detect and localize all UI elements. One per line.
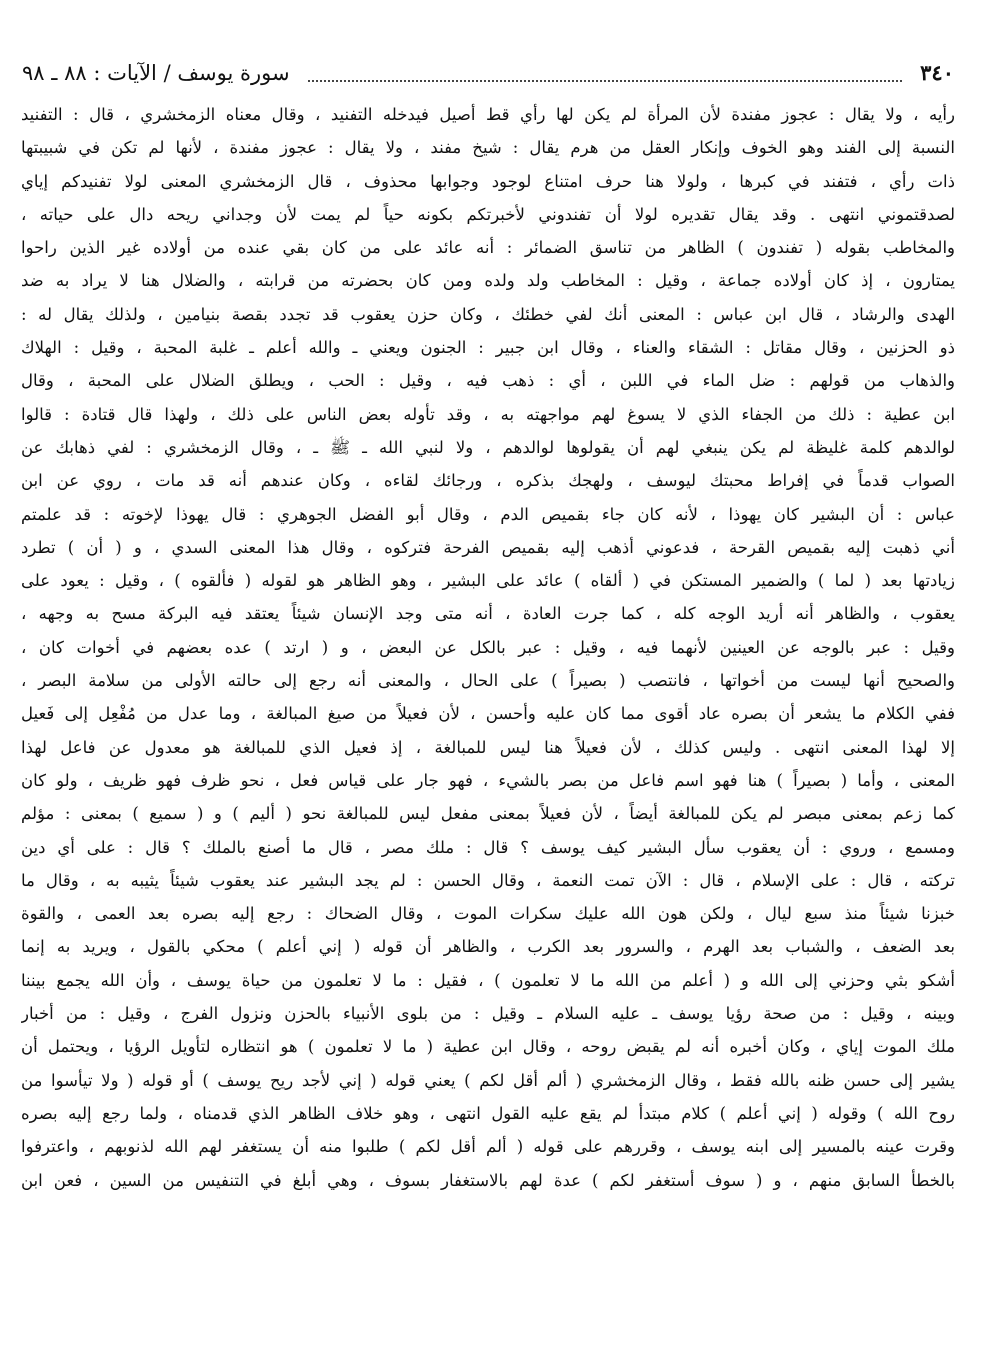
text-line: المعنى ، وأما ( بصيراً ) هنا فهو اسم فاعل من بصر بالشيء ، فهو جار على قياس فعل ، نحو ظرف فهو ظريف ، ولو كان: [21, 770, 955, 790]
text-line: زيادتها بعد ( لما ) والضمير المستكن في ( ألقاه ) عائد على البشير ، وهو الظاهر هو لقوله ( فألقوه ) ، وقيل : يعود على: [21, 571, 955, 591]
text-line: ابن عطية : ذلك من الجفاء الذي لا يسوغ لهم مواجهته به ، وقد تأوله بعض الناس على ذلك ، ولهذا قال قتادة : قالوا: [21, 404, 955, 424]
text-line: تركته ، قال : على الإسلام ، قال : الآن تمت النعمة ، وقال الحسن : لم يجد البشير عند يعقوب شيئاً يثيبه به ، وقال ما: [21, 870, 955, 890]
text-line: وقيل : عبر بالوجه عن العينين لأنهما فيه ، وقيل : عبر بالكل عن البعض ، و ( ارتد ) عده بعضهم في أخوات كان ،: [21, 637, 955, 657]
text-line: الهدى والرشاد ، قال ابن عباس : المعنى أنك لفي خطئك ، وكان حزن يعقوب قد تجدد بقصة بنيامين ، ولذلك يقال له :: [21, 304, 955, 324]
text-line: رأيه ، ولا يقال : عجوز مفندة لأن المرأة لم يكن لها رأي قط أصيل فيدخله التفنيد ، وقال معناه الزمخشري ، قال : التفنيد: [21, 105, 955, 124]
text-line: أشكو بثي وحزني إلى الله و ( أعلم من الله ما لا تعلمون ) ، فقيل : ما لا تعلمون من حياة يوسف ، وأن الله يجمع بيننا: [21, 970, 955, 990]
body-text: [21, 98, 955, 1197]
page-header: [22, 56, 962, 90]
text-line: وقرت عينه بالمسير إلى ابنه يوسف ، وقررهم على قوله ( ألم أقل لكم ) طلبوا منه أن يستغفر لهم الله لذنوبهم ، واعترفوا: [21, 1137, 955, 1157]
text-line: كما زعم بمعنى مبصر لم يكن للمبالغة أيضاً ، لأن فعيلاً بمعنى مفعل ليس للمبالغة نحو ( أليم ) و ( سميع ) بمعنى : مؤلم: [21, 804, 955, 824]
text-line: ملك الموت إياي ، وكان أخبره أنه لم يقبض روحه ، وقال ابن عطية ( ما لا تعلمون ) هو انتظاره لتأويل الرؤيا ، ويحتمل أن: [21, 1037, 955, 1057]
text-line: والذهاب من قولهم : ضل الماء في اللبن ، أي : ذهب فيه ، وقيل : الحب ، ويطلق الضلال على المحبة ، وقال: [21, 371, 955, 391]
text-line: خبزنا شيئاً منذ سبع ليال ، ولكن هون الله عليك سكرات الموت ، وقال الضحاك : رجع إليه بصره بعد العمى ، والقوة: [21, 904, 955, 924]
text-line: ففي الكلام ما يشعر أن بصره عاد أقوى مما كان عليه وأحسن ، لأن فعيلاً من صيغ المبالغة ، وما عدل من مُفْعِل إلى فَعيل: [21, 704, 955, 724]
text-line: وبينه ، وقيل : من صحة رؤيا يوسف ـ عليه السلام ـ وقيل : من بلوى الأنبياء بالحزن ونزول الفرج ، وقيل : من أخبار: [21, 1004, 955, 1024]
text-line: بعد الضعف ، والشباب بعد الهرم ، والسرور بعد الكرب ، والظاهر أن قوله ( إني أعلم ) محكي بالقول ، ويريد به إنما: [21, 937, 955, 957]
text-line: والمخاطب بقوله ( تفندون ) الظاهر من تناسق الضمائر : أنه عائد على من كان بقي عنده من أولاده غير الذين راحوا: [21, 238, 955, 258]
text-line: يشير إلى حسن ظنه بالله فقط ، وقال الزمخشري ( ألم أقل لكم ) يعني قوله ( إني لأجد ريح يوسف ) أو قوله ( ولا تيأسوا من: [21, 1070, 955, 1090]
header-dotted-leader: [308, 80, 903, 82]
text-line: والصحيح أنها ليست من أخواتها ، فانتصب ( بصيراً ) على الحال ، والمعنى أنه رجع إلى حالته الأولى من سلامة البصر ،: [21, 671, 955, 691]
page-number: ٣٤٠: [920, 60, 954, 85]
text-line: النسبة إلى الفند وهو الخوف وإنكار العقل من هرم يقال : شيخ مفند ، ولا يقال : عجوز مفندة ، لأنها لم تكن في شبيبتها: [21, 138, 955, 158]
text-line: إلا لهذا المعنى انتهى . وليس كذلك ، لأن فعيلاً هنا ليس للمبالغة ، إذ فعيل الذي للمبالغة هو معدول عن فاعل لهذا: [21, 737, 955, 757]
text-line: أني ذهبت إليه بقميص القرحة ، فدعوني أذهب إليه بقميص الفرحة فتركوه ، وقال هذا المعنى السدي ، و ( أن ) تطرد: [21, 537, 955, 557]
text-line: ذو الحزنين ، وقال مقاتل : الشقاء والعناء ، وقال ابن جبير : الجنون ويعني ـ والله أعلم ـ غلبة المحبة ، وقيل : الهلاك: [21, 338, 955, 358]
text-line: الصواب قدماً في إفراط محبتك ليوسف ، ولهجك بذكره ، ورجائك لقاءه ، وكان عندهم أنه قد مات ، روي عن ابن: [21, 471, 955, 491]
running-head: سورة يوسف / الآيات : ٨٨ ـ ٩٨: [22, 61, 290, 85]
text-line: بالخطأ السابق منهم ، و ( سوف أستغفر لكم ) عدة لهم بالاستغفار بسوف ، وهي أبلغ في التنفيس من السين ، فعن ابن: [21, 1170, 955, 1190]
text-line: عباس : أن البشير كان يهوذا ، لأنه كان جاء بقميص الدم ، وقال أبو الفضل الجوهري : قال يهوذا لإخوته : قد علمتم: [21, 504, 955, 524]
text-line: لصدقتموني انتهى . وقد يقال تقديره لولا أن تفندوني لأخبرتكم بكونه حياً لم يمت لأن وجداني ريحه دال على حياته ،: [21, 204, 955, 224]
text-line: ومسمع ، وروي : أن يعقوب سأل البشير كيف يوسف ؟ قال : ملك مصر ، قال ما أصنع بالملك ؟ قال : على أي دين: [21, 837, 955, 857]
text-line: روح الله ) وقوله ( إني أعلم ) كلام مبتدأ لم يقع عليه القول انتهى ، وهو خلاف الظاهر الذي قدمناه ، ولما رجع إليه بصره: [21, 1103, 955, 1123]
text-line: لوالدهم كلمة غليظة لم يكن ينبغي لهم أن يقولوها لوالدهم ، ولا لنبي الله ـ ﷺ ـ ، وقال الزمخشري : لفي ذهابك عن: [21, 437, 955, 457]
text-line: يمتارون ، إذ كان أولاده جماعة ، وقيل : المخاطب ولد ولده ومن كان بحضرته من قرابته ، والضلال هنا لا يراد به ضد: [21, 271, 955, 291]
text-line: يعقوب ، والظاهر أنه أريد الوجه كله ، كما جرت العادة ، أنه متى وجد الإنسان شيئاً يعتقد فيه البركة مسح به وجهه ،: [21, 604, 955, 624]
text-line: ذات رأي ، فتفند في كبرها ، ولولا هنا حرف امتناع لوجود وجوابها محذوف ، قال الزمخشري المعنى لولا تفنيدكم إياي: [21, 171, 955, 191]
